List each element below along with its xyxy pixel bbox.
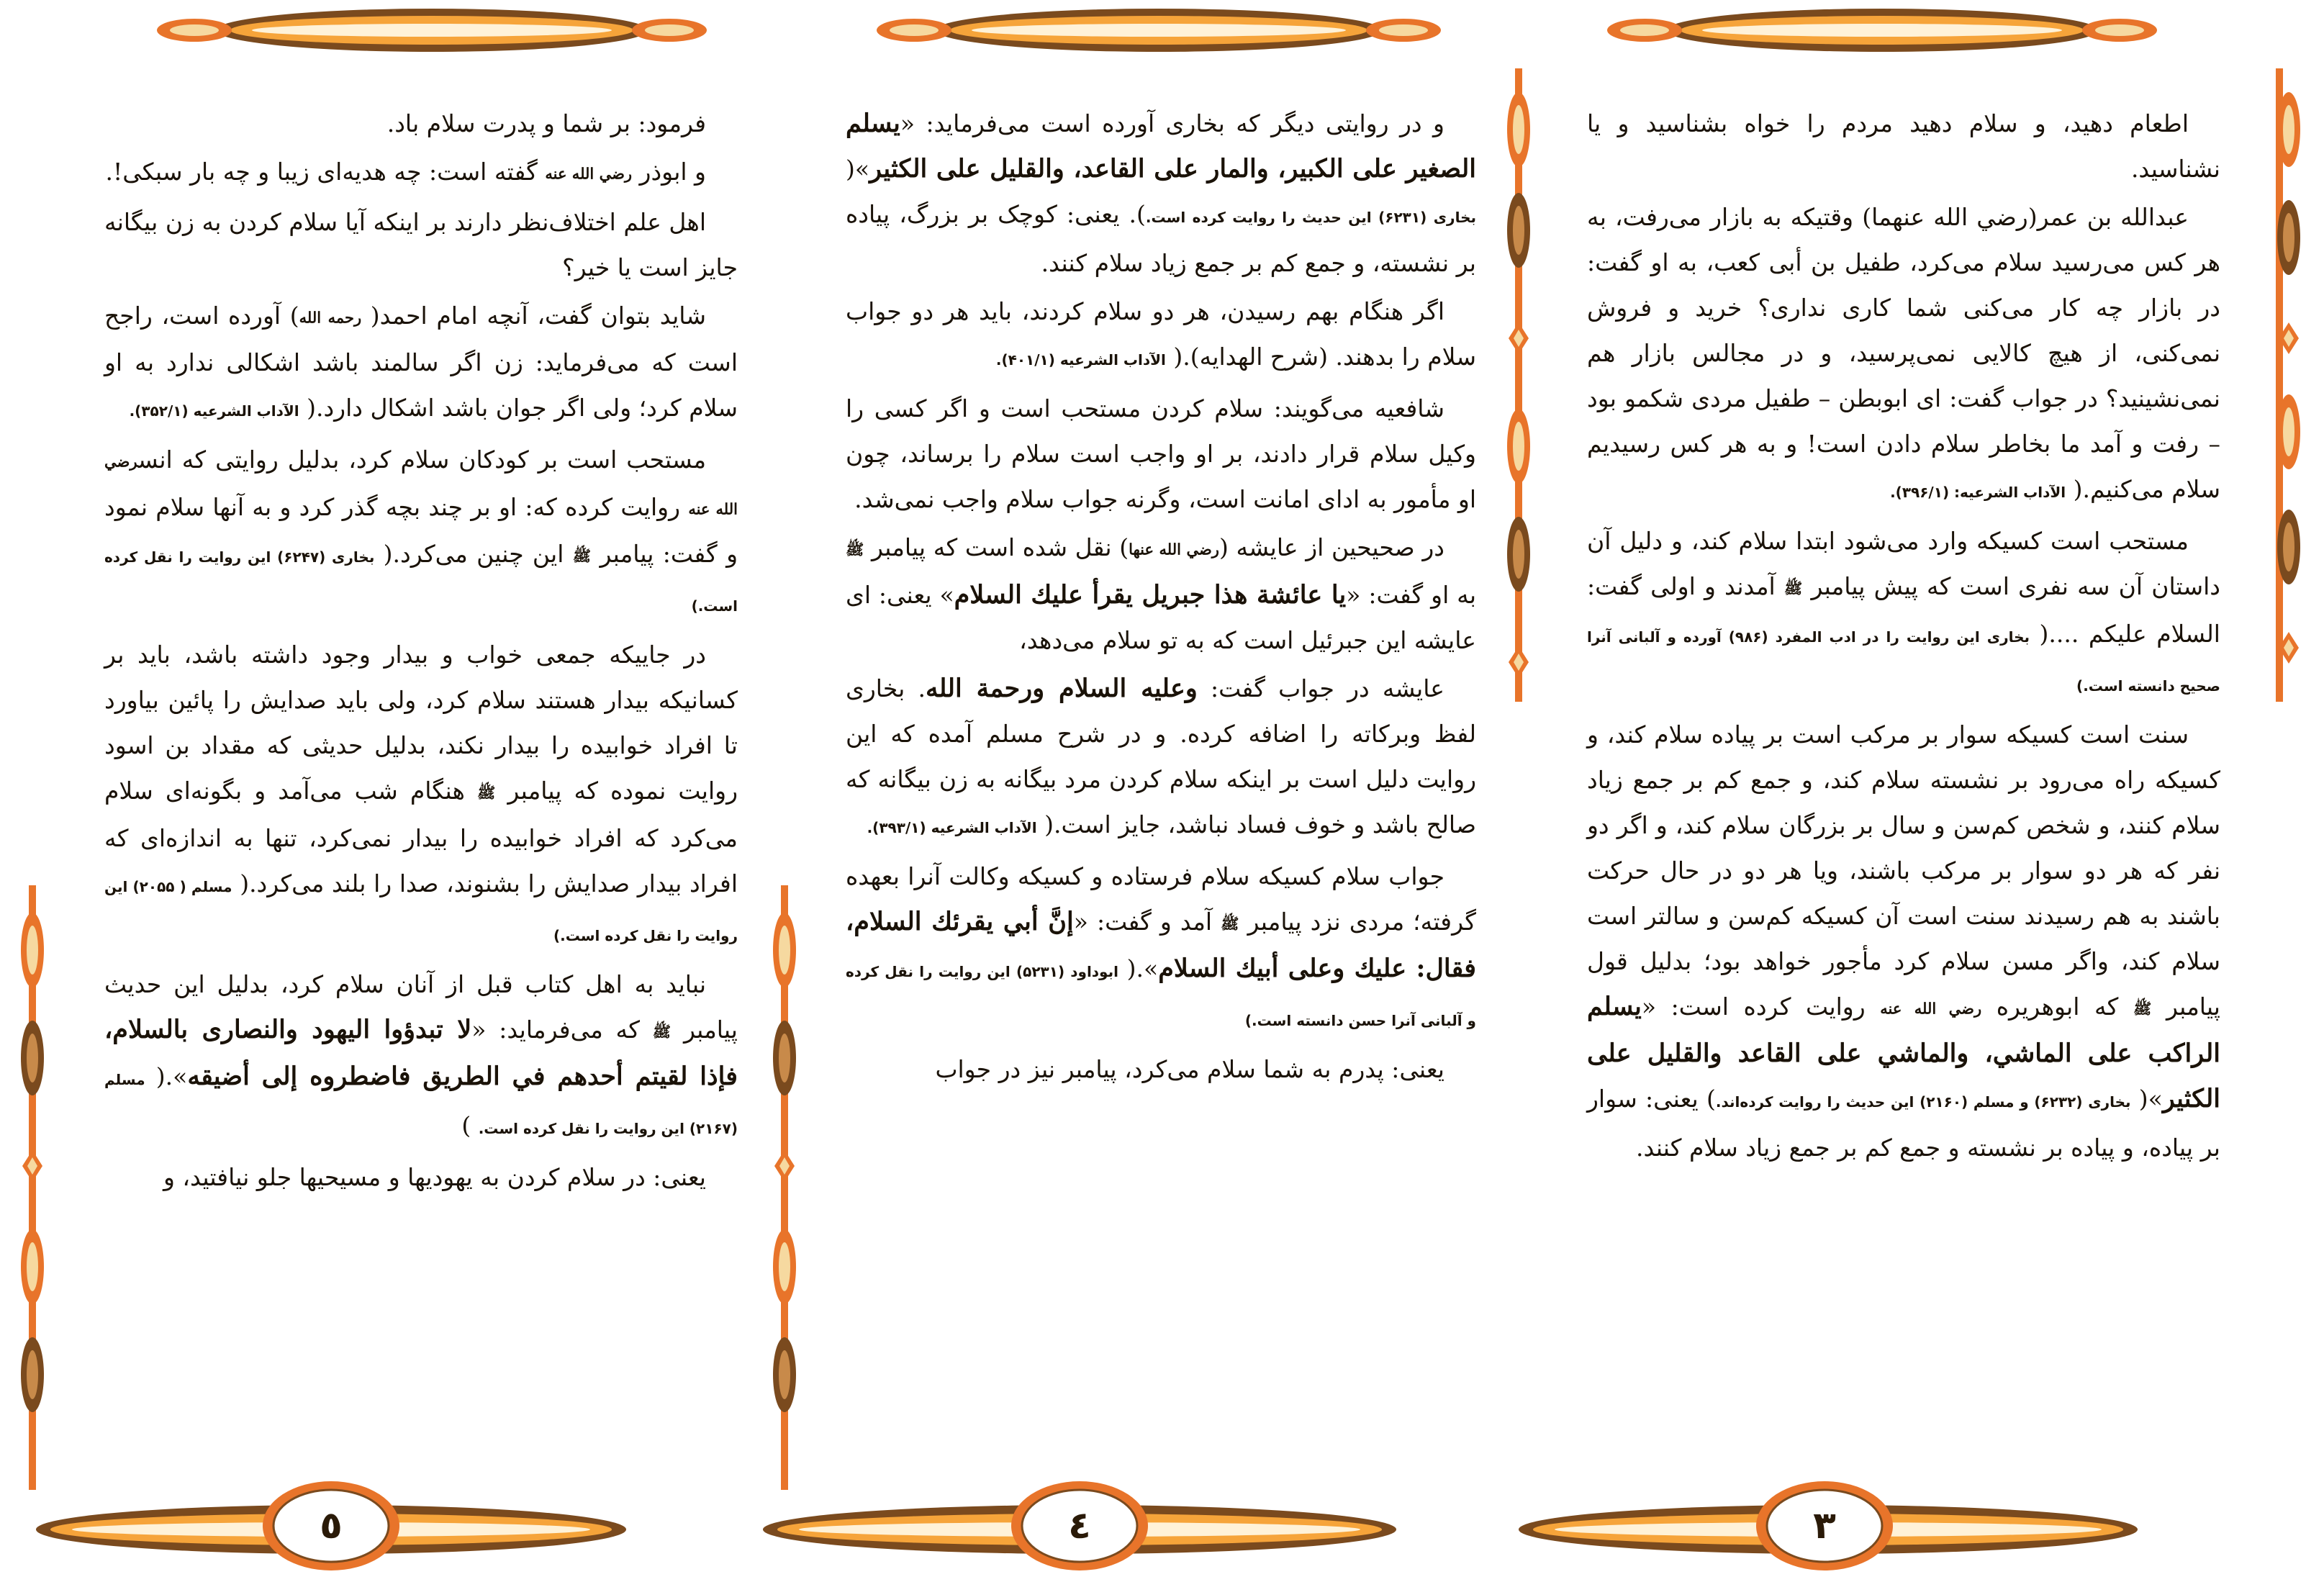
text-run: . بخاری لفظ وبرکاته را اضافه کرده. و در شرح مسلم آمده که این روایت دلیل است بر اینکه سلام کردن مرد بیگانه به زن بیگانه که صالح باشد و خوف فساد نباشد، جایز است.( xyxy=(846,674,1476,839)
text-run: سنت است کسیکه سوار بر مرکب است بر پیاده سلام کند، و کسیکه راه می‌رود بر نشسته سلام کند، و جمع کم بر جمع زیاد سلام کنند، و شخص کم‌سن و سال بر بزرگان سلام کند، و اگر دو نفر که هر دو سوار بر مرکب باشند، ویا هر دو در حال حرکت باشند به هم رسیدند سنت است آن کسیکه کم‌سن و سالتر است سلام کند، واگر مسن سلام کرد مأجور خواهد بود؛ بدلیل قول پیامبر xyxy=(1587,720,2220,1021)
arabic-quote: يسلم الصغير على الكبير، والمار على القاعد، والقليل على الكثير xyxy=(846,109,1476,184)
paragraph xyxy=(846,386,1476,522)
honorific: ﷺ xyxy=(2133,999,2152,1017)
citation: مسلم ( ۲۰۵۵) این روایت را نقل کرده است.) xyxy=(104,877,738,944)
text-run: » یعنی: ای عایشه این جبرئیل است که به تو سلام می‌دهد، xyxy=(846,580,1476,654)
text-run: مستحب است کسیکه وارد می‌شود ابتدا سلام کند، و دلیل آن داستان آن سه نفری است که پیش پیامبر xyxy=(1587,527,2220,600)
paragraph xyxy=(846,525,1476,663)
paragraph xyxy=(846,101,1476,286)
text-run: شافعیه می‌گویند: سلام کردن مستحب است و اگر کسی را وکیل سلام قرار دادند، بر او واجب است سلام را برساند، چون او مأمور به ادای امانت است، وگرنه جواب سلام واجب نمی‌شد. xyxy=(846,394,1476,513)
text-run: آمد و گفت: « xyxy=(1073,907,1221,936)
text-run: روایت کرده که: او بر چند بچه گذر کرد و به آنها سلام نمود و گفت: پیامبر xyxy=(104,492,738,568)
honorific: ﷺ xyxy=(1783,579,1803,597)
text-run: ) آورده است، راجح است که می‌فرماید: زن اگر سالمند باشد اشکالی ندارد به او سلام کرد؛ ولی اگر جوان باشد اشکال دارد.( xyxy=(104,301,738,422)
honorific: ﷺ xyxy=(476,783,496,802)
citation: مسلم (۲۱۶۷) این روایت را نقل کرده است. xyxy=(104,1071,738,1137)
honorific: ﷺ xyxy=(1221,914,1239,932)
text-run: و ابوذر xyxy=(632,158,706,186)
text-run: گفته است: چه هدیه‌ای زیبا و چه بار سبکی!. xyxy=(105,158,546,186)
honorific: ﷺ xyxy=(846,540,864,559)
text-run: اگر هنگام بهم رسیدن، هر دو سلام کردند، باید هر دو جواب سلام را بدهند. (شرح الهدایه).( xyxy=(846,297,1476,371)
honorific: رحمه الله xyxy=(299,308,362,326)
arabic-quote: وعليه السلام ورحمة الله xyxy=(926,673,1198,703)
text-run: جواب سلام کسیکه سلام فرستاده و کسیکه وکالت آنرا بعهده گرفته؛ مردی نزد پیامبر xyxy=(846,862,1476,936)
page-3-text xyxy=(1587,101,2220,1173)
honorific: رضي الله عنها xyxy=(1129,540,1219,559)
text-run: ».( xyxy=(145,1062,188,1090)
paragraph xyxy=(104,149,738,196)
text-run: »( xyxy=(846,155,870,183)
paragraph xyxy=(104,101,738,146)
text-run: یعنی: پدرم به شما سلام می‌کرد، پیامبر نیز در جواب xyxy=(935,1055,1444,1083)
honorific: ﷺ xyxy=(572,546,592,565)
citation: ابوداود (۵۲۳۱) این روایت را نقل کرده و آلبانی آنرا حسن دانسته است.) xyxy=(846,963,1476,1029)
page-number-4: ٤ xyxy=(1068,1504,1091,1547)
text-run: شاید بتوان گفت، آنچه امام احمد( xyxy=(361,301,706,330)
paragraph xyxy=(104,199,738,290)
citation: الآداب الشرعیه: (۳۹۶/۱). xyxy=(1890,484,2066,501)
text-run: نباید به اهل کتاب قبل از آنان سلام کرد، بدلیل این حدیث پیامبر xyxy=(104,969,738,1044)
text-run: این چنین می‌کرد.( xyxy=(374,540,573,568)
honorific: رضي الله عنه xyxy=(545,164,633,183)
paragraph xyxy=(1587,712,2220,1171)
text-run: و در روایتی دیگر که بخاری آورده است می‌فرماید: « xyxy=(900,109,1444,137)
arabic-quote: يا عائشة هذا جبريل يقرأ عليك السلام xyxy=(954,579,1347,610)
citation: بخاری (۶۲۳۱) این حدیث را روایت کرده است. xyxy=(1145,209,1476,226)
paragraph xyxy=(104,962,738,1152)
text-run: به او گفت: « xyxy=(1346,580,1476,609)
paragraph xyxy=(846,854,1476,1044)
paragraph xyxy=(104,1154,738,1200)
text-run: روایت کرده است: « xyxy=(1641,992,1881,1021)
text-run: در جاییکه جمعی خواب و بیدار وجود داشته باشد، باید بر کسانیکه بیدار هستند سلام کرد، ولی باید صدایش را پائین بیاورد تا افراد خوابیده را بیدار نکند، بدلیل حدیثی که مقداد بن اسود روایت نموده که پیامبر xyxy=(104,641,738,805)
arabic-quote: إنَّ أبي يقرئك السلام، فقال: عليك وعلى أبيك السلام xyxy=(846,906,1476,983)
text-run: که می‌فرماید: « xyxy=(471,1015,653,1044)
text-run: اطعام دهید، و سلام دهید مردم را خواه بشناسید و یا نشناسید. xyxy=(1587,109,2220,183)
citation: الآداب الشرعیه (۴۰۱/۱). xyxy=(995,351,1166,369)
paragraph xyxy=(104,293,738,435)
paragraph xyxy=(846,1047,1476,1092)
text-run: ».( xyxy=(1118,954,1159,982)
honorific: رضي الله عنه xyxy=(1880,999,1982,1017)
paragraph xyxy=(1587,194,2220,515)
paragraph xyxy=(104,437,738,629)
text-run: ). یعنی: کوچک بر بزرگ، پیاده بر نشسته، و جمع کم بر جمع زیاد سلام کنند. xyxy=(846,200,1476,277)
text-run: عایشه در جواب گفت: xyxy=(1197,674,1444,702)
citation: الآداب الشرعیه (۳۵۲/۱). xyxy=(129,402,299,420)
text-run: ) نقل شده است که پیامبر xyxy=(864,533,1129,561)
paragraph xyxy=(846,666,1476,851)
text-run: ) یعنی: سوار بر پیاده، و پیاده بر نشسته و جمع کم بر جمع زیاد سلام کنند. xyxy=(1587,1085,2220,1162)
text-run: اهل علم اختلاف‌نظر دارند بر اینکه آیا سلام کردن به زن بیگانه جایز است یا خیر؟ xyxy=(104,207,738,281)
arabic-quote: يسلم الراكب على الماشي، والماشي على القاعد والقليل على الكثير xyxy=(1587,991,2221,1113)
citation: بخاری (۶۲۳۲) و مسلم (۲۱۶۰) این حدیث را روایت کرده‌اند. xyxy=(1715,1093,2131,1111)
paragraph xyxy=(104,632,738,959)
text-run: که ابوهریره xyxy=(1981,992,2133,1021)
paragraph xyxy=(1587,101,2220,191)
text-run: »( xyxy=(2130,1085,2163,1113)
page-5-text xyxy=(104,101,738,1203)
page-number-3: ٣ xyxy=(1813,1504,1836,1547)
citation: بخاری (۶۲۴۷) این روایت را نقل کرده است.) xyxy=(104,548,738,615)
text-run: عبدالله بن عمر(رضي الله عنهما) وقتیکه به بازار می‌رفت، به هر کس می‌رسید سلام می‌کرد، طفیل بن أبی کعب، به او گفت: در بازار چه کار می‌کنی شما کاری نداری؟ خرید و فروش نمی‌کنی، از هیچ کالایی نمی‌پرسید، و در مجالس بازار هم نمی‌نشینید؟ در جواب گفت: ای ابوبطن – طفیل مردی شکمو بود – رفت و آمد ما بخاطر سلام دادن است! و به هر کس رسیدیم سلام می‌کنیم.( xyxy=(1587,203,2220,503)
text-run: آمدند و اولی گفت: السلام علیکم ....( xyxy=(1587,572,2220,648)
page-number-5: ٥ xyxy=(320,1504,343,1547)
honorific: ﷺ xyxy=(652,1022,672,1040)
citation: بخاری این روایت را در ادب المفرد (۹۸۶) آورده و آلبانی آنرا صحیح دانسته است.) xyxy=(1587,628,2220,695)
text-run: هنگام شب می‌آمد و بگونه‌ای سلام می‌کرد که افراد خوابیده را بیدار نمی‌کرد، تنها به اندازه‌ای که افراد بیدار صدایش را بشنوند، صدا را بلند می‌کرد.( xyxy=(104,777,738,898)
page-4-text xyxy=(846,101,1476,1095)
text-run: در صحیحین از عایشه ( xyxy=(1218,533,1444,561)
paragraph xyxy=(846,289,1476,383)
honorific: رضي الله عنه xyxy=(104,452,738,517)
text-run: ) xyxy=(461,1111,479,1139)
text-run: مستحب است بر کودکان سلام کرد، بدلیل روایتی که انس xyxy=(137,446,706,474)
text-run: فرمود: بر شما و پدرت سلام باد. xyxy=(386,109,706,137)
text-run: یعنی: در سلام کردن به یهودیها و مسیحیها جلو نیافتید، و xyxy=(163,1163,706,1191)
citation: الآداب الشرعیه (۳۹۳/۱). xyxy=(867,818,1037,836)
paragraph xyxy=(1587,518,2220,709)
arabic-quote: لا تبدؤوا اليهود والنصارى بالسلام، فإذا لقيتم أحدهم في الطريق فاضطروه إلى أضيقه xyxy=(104,1014,738,1091)
